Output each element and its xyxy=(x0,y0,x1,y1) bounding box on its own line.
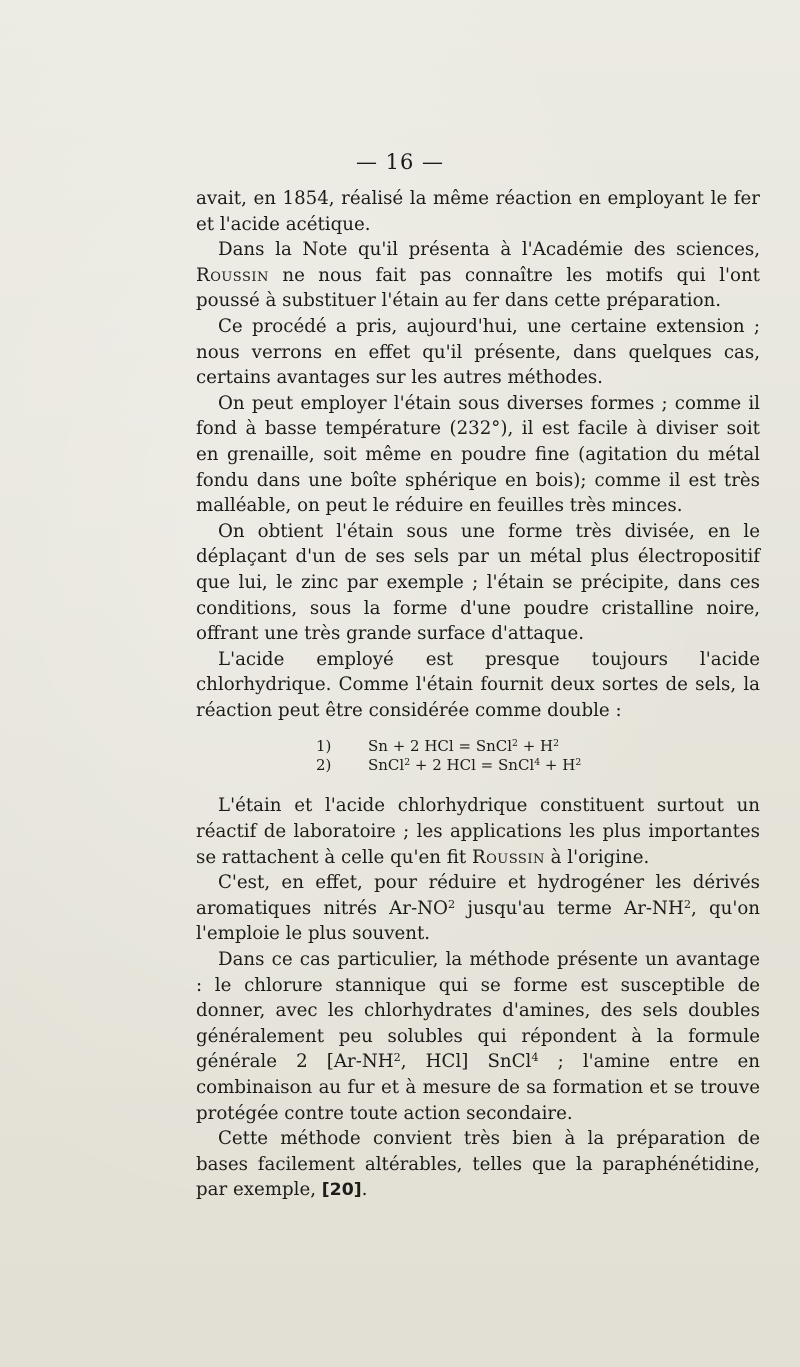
equation-row xyxy=(196,756,760,775)
paragraph xyxy=(196,237,760,314)
paragraph-text: jusqu'au terme Ar-NH xyxy=(455,897,684,919)
paragraph-text: ; l'amine entre en combinaison au fur et à mesure de sa formation et se trouve protégée contre toute action secondaire. xyxy=(196,1051,760,1124)
paragraph-continued xyxy=(196,186,760,237)
equation-text: + 2 HCl = SnCl xyxy=(410,756,535,775)
equation-number: 1) xyxy=(316,737,332,756)
author-name: Roussin xyxy=(196,264,269,286)
paragraph xyxy=(196,947,760,1126)
paragraph-text: On peut employer l'étain sous diverses formes ; comme il fond à basse température (232°), il est facile à diviser soit en grenaille, soit même en poudre fine (agitation du métal fondu dans une boîte sphérique en bois); comme il est très malléable, on peut le réduire en feuilles très minces. xyxy=(196,392,760,517)
body-text xyxy=(196,186,760,1204)
paragraph-text: ne nous fait pas connaître les motifs qui l'ont poussé à substituer l'étain au fer dans cette préparation. xyxy=(196,264,760,312)
equation xyxy=(368,756,581,775)
author-name: Roussin xyxy=(471,846,545,868)
formula-superscript: 2 xyxy=(447,897,456,911)
formula-superscript: 2 xyxy=(683,897,691,911)
reference-citation: [20] xyxy=(321,1180,362,1201)
paragraph-text: à l'origine. xyxy=(544,846,650,868)
paragraph-text: . xyxy=(361,1179,368,1201)
page-number: — 16 — xyxy=(355,150,445,174)
paragraph-text: Ce procédé a pris, aujourd'hui, une certaine extension ; nous verrons en effet qu'il présente, dans quelques cas, certains avantages sur les autres méthodes. xyxy=(196,315,760,389)
equation-superscript: 2 xyxy=(575,757,582,769)
formula-superscript: 4 xyxy=(531,1051,539,1065)
paragraph xyxy=(196,1126,760,1204)
paragraph-text: C'est, en effet, pour réduire et hydrogéner les dérivés aromatiques nitrés Ar-NO xyxy=(196,872,760,919)
formula-superscript: 2 xyxy=(393,1051,401,1065)
paragraph-text: L'étain et l'acide chlorhydrique constituent surtout un réactif de laboratoire ; les applications les plus importantes se rattachent à celle qu'en fit xyxy=(196,795,760,868)
equation-superscript: 2 xyxy=(553,738,560,750)
equation-text: + H xyxy=(540,756,576,775)
equation-row xyxy=(196,737,760,756)
equation-text: SnCl xyxy=(368,756,405,775)
paragraph xyxy=(196,870,760,947)
paragraph-text: Dans ce cas particulier, la méthode présente un avantage : le chlorure stannique qui se forme est susceptible de donner, avec les chlorhydrates d'amines, des sels doubles généralement peu solubles qui répondent à la formule générale 2 [Ar-NH xyxy=(196,949,760,1073)
equation-text: + H xyxy=(517,737,554,756)
paragraph-text: , qu'on l'emploie le plus souvent. xyxy=(196,897,760,945)
equation-block xyxy=(196,737,760,775)
paragraph-text: Dans la Note qu'il présenta à l'Académie des sciences, xyxy=(218,239,760,261)
paragraph-text: Cette méthode convient très bien à la préparation de bases facilement altérables, telles que la paraphénétidine, par exemple, xyxy=(196,1128,760,1201)
equation-superscript: 2 xyxy=(404,757,411,769)
paragraph xyxy=(196,314,760,391)
equation-superscript: 2 xyxy=(512,738,518,750)
paragraph-text: , HCl] SnCl xyxy=(400,1051,532,1073)
paragraph-text: On obtient l'étain sous une forme très divisée, en le déplaçant d'un de ses sels par un métal plus électropositif que lui, le zinc par exemple ; l'étain se précipite, dans ces conditions, sous la forme d'une poudre cristalline noire, offrant une très grande surface d'attaque. xyxy=(196,520,760,645)
paragraph xyxy=(196,519,760,647)
paragraph xyxy=(196,793,760,870)
paragraph-text: avait, en 1854, réalisé la même réaction en employant le fer et l'acide acétique. xyxy=(196,188,760,235)
paragraph xyxy=(196,391,760,519)
equation-number: 2) xyxy=(316,756,332,775)
equation-superscript: 4 xyxy=(534,757,541,769)
equation xyxy=(368,737,559,756)
paragraph xyxy=(196,647,760,724)
equation-text: Sn + 2 HCl = SnCl xyxy=(368,737,513,756)
paragraph-text: L'acide employé est presque toujours l'acide chlorhydrique. Comme l'étain fournit deux sortes de sels, la réaction peut être considérée comme double : xyxy=(196,648,760,721)
